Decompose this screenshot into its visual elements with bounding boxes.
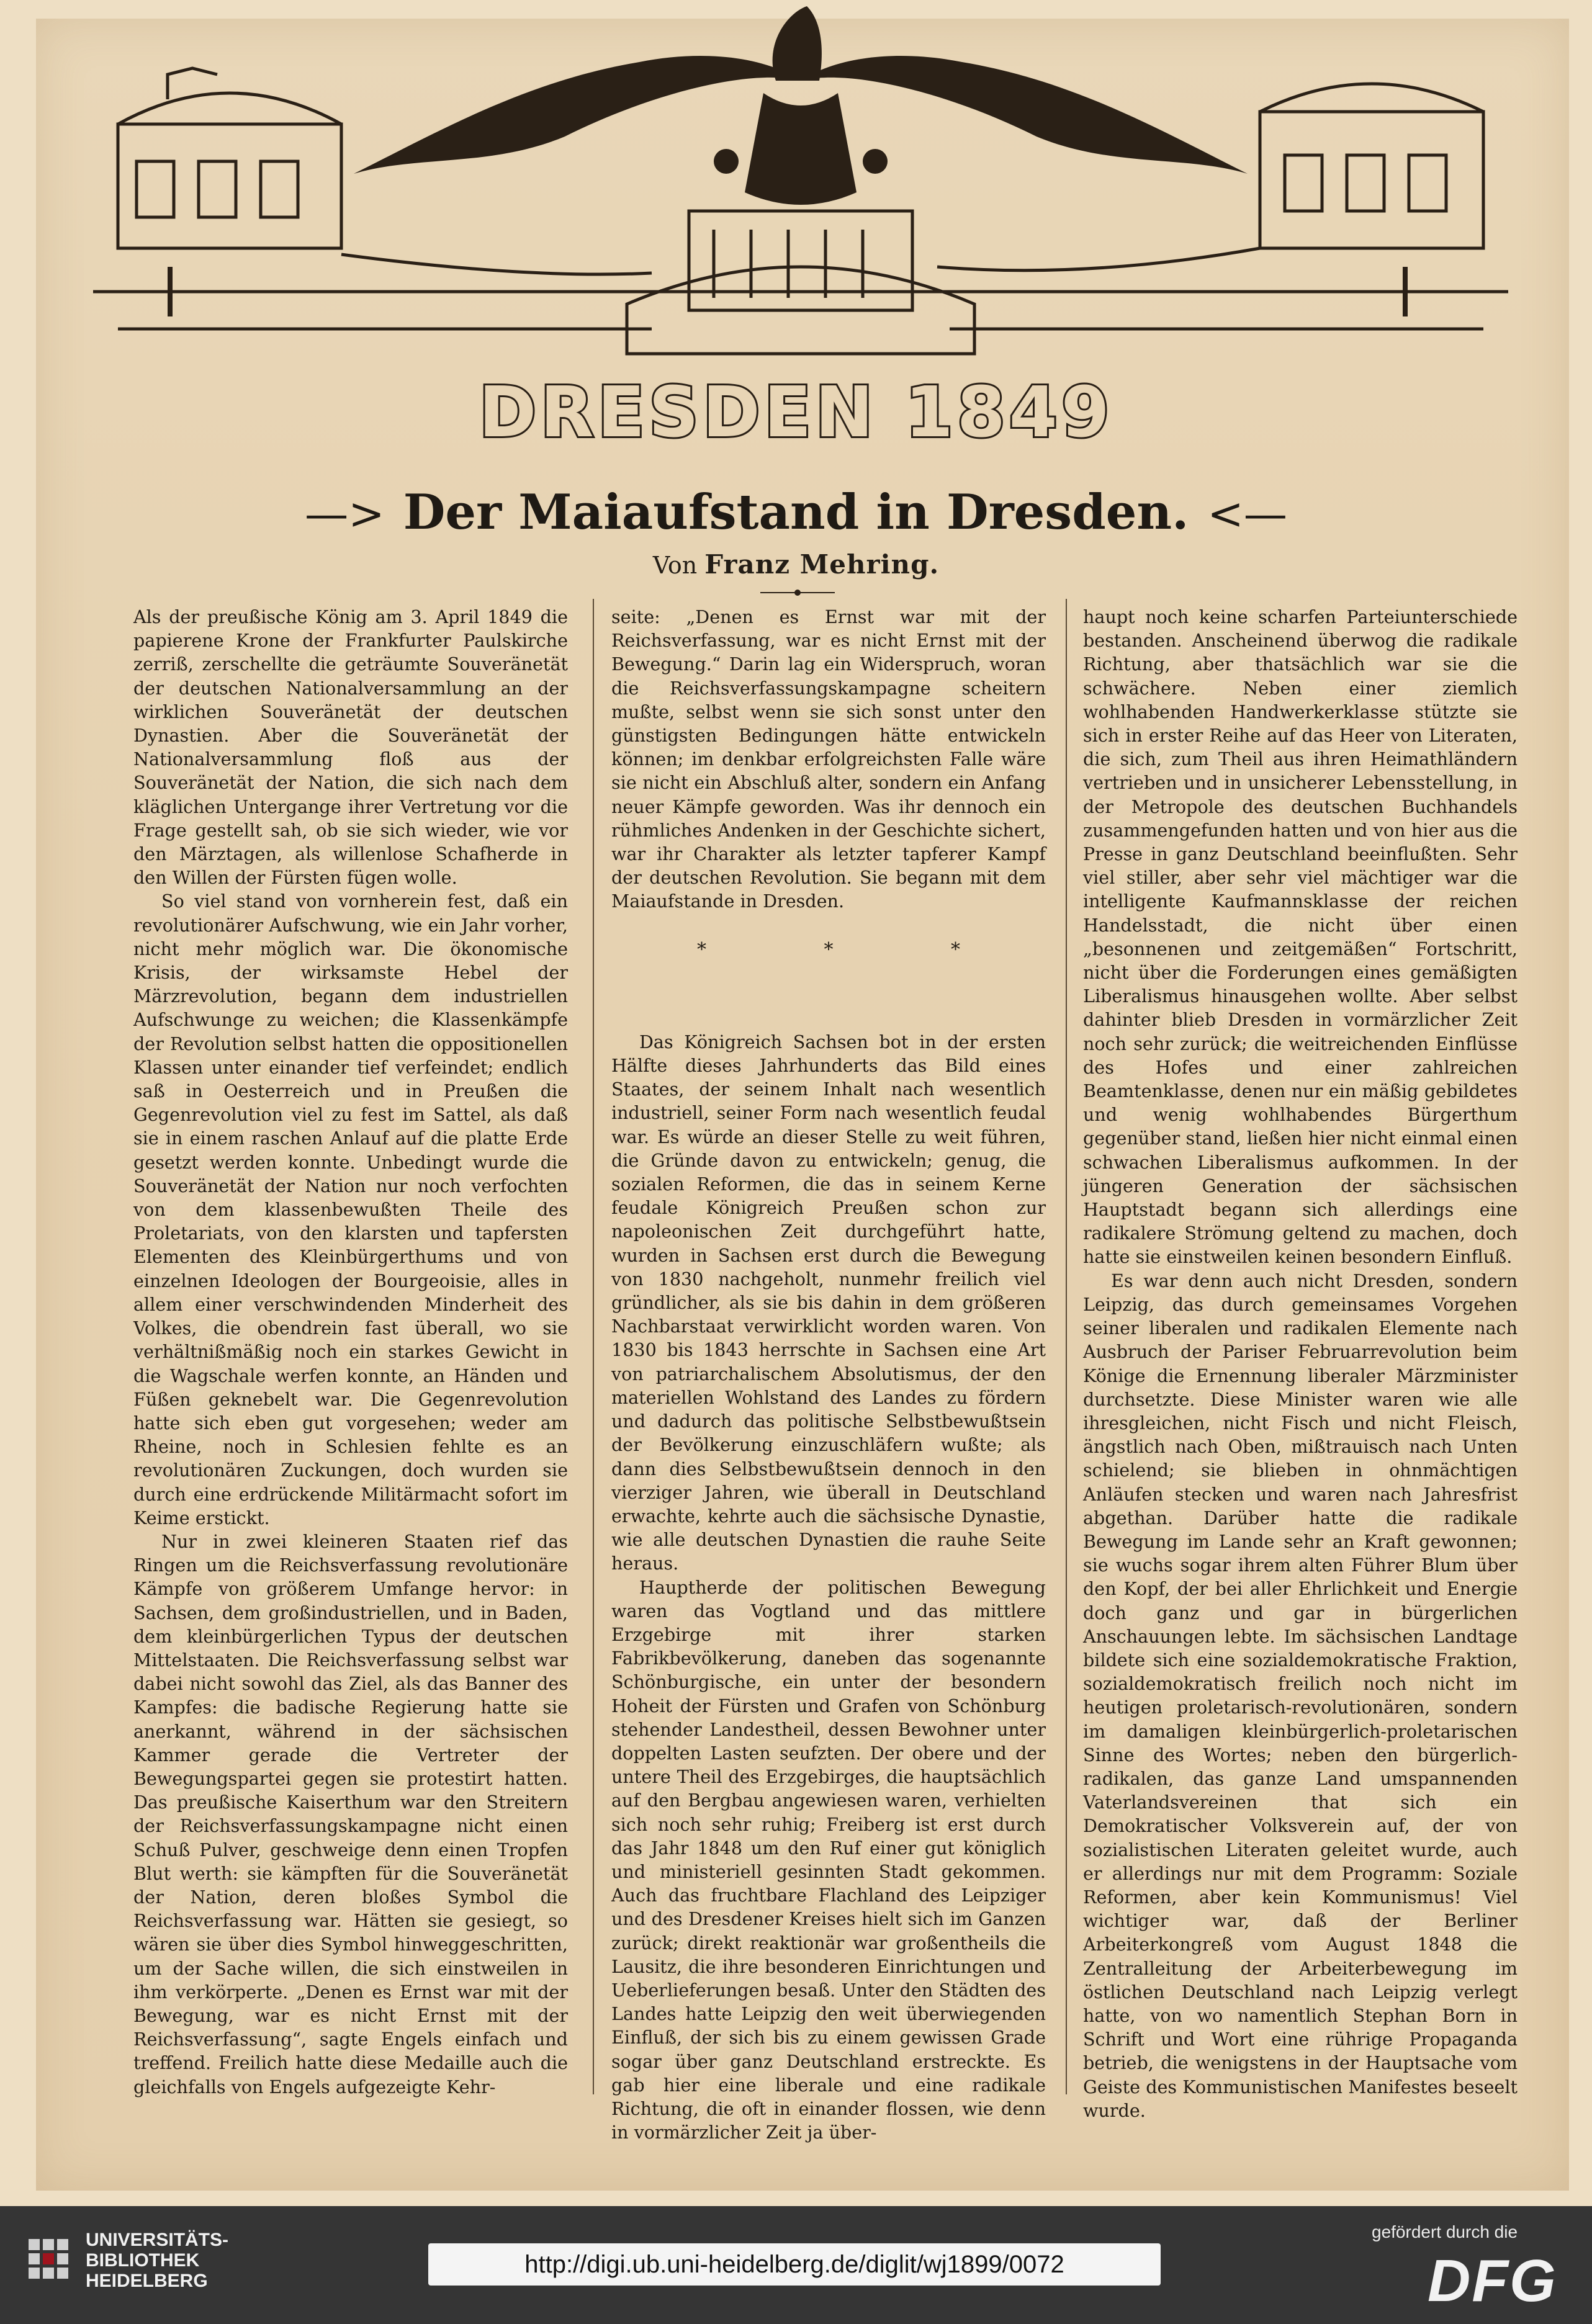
masthead-title: DRESDEN 1849: [479, 372, 1113, 453]
text-column-3: [1083, 605, 1518, 2122]
funded-by-label: gefördert durch die: [1372, 2222, 1518, 2241]
section-break-stars: * * *: [696, 938, 1017, 961]
permalink-url[interactable]: http://digi.ub.uni-heidelberg.de/diglit/wj1899/0072: [428, 2243, 1161, 2286]
byline-prefix: Von: [652, 552, 698, 579]
paragraph: Das Königreich Sachsen bot in der ersten Hälfte dieses Jahrhunderts das Bild eines Staates, der seinem Inhalt nach wesentlich industriell, seiner Form nach wesentlich feudal war. Es würde an dieser Stelle zu weit führen, die Gründe davon zu entwickeln; genug, die sozialen Reformen, die das in seinem Kerne feudale Königreich Preußen schon zur napoleonischen Zeit durchgeführt hatte, wurden in Sachsen erst durch die Bewegung von 1830 nachgeholt, nunmehr freilich viel gründlicher, als sie bis dahin in dem größeren Nachbarstaat verwirklicht worden waren. Von 1830 bis 1843 herrschte in Sachsen eine Art von patriarchalischem Absolutismus, der den materiellen Wohlstand des Landes zu fördern und dadurch das politische Selbstbewußtsein der Bevölkerung einzuschläfern wußte; als dann dies Selbstbewußtsein dennoch in den vierziger Jahren, wie überall in Deutschland erwachte, kehrte auch die sächsische Dynastie, wie alle deutschen Dynastien die rauhe Seite heraus.: [611, 1031, 1046, 1574]
paragraph: Hauptherde der politischen Bewegung waren das Vogtland und das mittlere Erzgebirge mit ihrer starken Fabrikbevölkerung, daneben das sogenannte Schönburgische, ein unter der besondern Hoheit der Fürsten und Grafen von Schönburg stehender Landestheil, dessen Bewohner unter doppelten Lasten seufzten. Der obere und der untere Theil des Erzgebirges, die hauptsächlich auf den Bergbau angewiesen waren, verhielten sich noch sehr ruhig; Freiberg ist erst durch das Jahr 1848 um den Ruf einer gut königlich und ministeriell gesinnten Stadt gekommen. Auch das fruchtbare Flachland des Leipziger und des Dresdener Kreises hielt sich im Ganzen zurück; direkt reaktionär war großentheils die Lausitz, die ihre besonderen Einrichtungen und Ueberlieferungen besaß. Unter den Städten des Landes hatte Leipzig den weit überwiegenden Einfluß, der sich bis zu einem gewissen Grade sogar über ganz Deutschland erstreckte. Es gab hier eine liberale und eine radikale Richtung, die oft in einander flossen, wie denn in vormärzlicher Zeit ja über-: [611, 1576, 1046, 2143]
article-title-text: Der Maiaufstand in Dresden.: [403, 484, 1189, 541]
article-title: [0, 484, 1592, 541]
paragraph: So viel stand von vornherein fest, daß ein revolutionärer Aufschwung, wie ein Jahr vorher, nicht mehr möglich war. Die ökonomische Krisis, der wirksamste Hebel der Märzrevolution, begann dem industriellen Aufschwunge zu weichen; die Klassenkämpfe der Revolution selbst hatten die oppositionellen Klassen unter einander tief verfeindet; endlich saß in Oesterreich und in Preußen die Gegenrevolution viel zu fest im Sattel, als daß sie in einem raschen Anlauf auf die platte Erde gesetzt werden konnte. Unbedingt wurde die Souveränetät der Nation nur noch verfochten von dem klassenbewußten Theile des Proletariats, von den klarsten und tapfersten Elementen des Kleinbürgerthums und von einzelnen Ideologen der Bourgeoisie, alles in allem einer verschwindenden Minderheit des Volkes, die obendrein fast überall, wo sie verhältnißmäßig noch ein starkes Gewicht in die Wagschale werfen konnte, an Händen und Füßen geknebelt war. Die Gegenrevolution hatte sich eben gut vorgesehen; weder am Rheine, noch in Schlesien fehlte es an revolutionären Zuckungen, doch wurden sie durch eine erdrückende Militärmacht sofort im Keime erstickt.: [133, 891, 568, 1528]
byline: [0, 549, 1592, 580]
university-library-logo-icon[interactable]: [24, 2234, 73, 2284]
ornament-divider: [760, 586, 835, 599]
paragraph: Als der preußische König am 3. April 1849 die papierene Krone der Frankfurter Paulskirche zerriß, zerschellte die geträumte Souveränetät der deutschen Nationalversammlung an der wirklichen Souveränetät der deutschen Dynastien. Aber die Souveränetät der Nationalversammlung floß aus der Souveränetät der Nation, die sich nach dem kläglichen Untergange ihrer Vertretung vor die Frage gestellt sah, ob sie sich wieder, wie vor den Märztagen, als willenlose Schafherde in den Willen der Fürsten fügen wolle.: [133, 606, 568, 889]
paragraph: seite: „Denen es Ernst war mit der Reichsverfassung, war es nicht Ernst mit der Bewegung.“ Darin lag ein Widerspruch, woran die Reichsverfassungskampagne scheitern mußte, selbst wenn sie sich sonst unter den günstigsten Bedingungen hätte entwickeln können; im denkbar erfolgreichsten Falle wäre sie nicht ein Abschluß alter, sondern ein Anfang neuer Kämpfe geworden. Was ihr dennoch ein rühmliches Andenken in der Geschichte sichert, war ihr Charakter als letzter tapferer Kampf der deutschen Revolution. Sie begann mit dem Maiaufstande in Dresden.: [611, 606, 1046, 912]
university-library-name[interactable]: [86, 2230, 228, 2291]
dresden-eagle-illustration: [93, 6, 1508, 403]
title-arrow-left: —>: [305, 488, 385, 539]
column-rule-1: [593, 599, 594, 2094]
text-column-2: [611, 605, 1046, 2144]
viewer-footer: [0, 2206, 1592, 2324]
text-column-1: [133, 605, 568, 2099]
uni-name-line: UNIVERSITÄTS-: [86, 2230, 229, 2250]
paragraph: Es war denn auch nicht Dresden, sondern Leipzig, das durch gemeinsames Vorgehen seiner liberalen und radikalen Elemente nach Ausbruch der Pariser Februarrevolution beim Könige die Ernennung liberaler Märzminister durchsetzte. Diese Minister waren wie alle ihresgleichen, nicht Fisch und nicht Fleisch, ängstlich nach Oben, mißtrauisch nach Unten schielend; sie blieben in ohnmächtigen Anläufen stecken und waren nach Jahresfrist abgethan. Darüber hatte die radikale Bewegung im Lande sehr an Kraft gewonnen; sie wuchs sogar ihrem alten Führer Blum über den Kopf, der bei aller Ehrlichkeit und Energie doch ganz und gar in bürgerlichen Anschauungen lebte. Im sächsischen Landtage bildete sich eine sozialdemokratische Fraktion, sozialdemokratisch freilich noch nicht im heutigen proletarisch-revolutionären, sondern im damaligen kleinbürgerlich-proletarischen Sinne des Wortes; neben den bürgerlich-radikalen, das ganze Land umspannenden Vaterlandsvereinen that sich ein Demokratischer Volksverein auf, der von sozialistischen Literaten geleitet wurde, auch er allerdings nur mit dem Programm: Soziale Reformen, aber kein Kommunismus! Viel wichtiger war, daß der Berliner Arbeiterkongreß vom August 1848 die Zentralleitung der Arbeiterbewegung im östlichen Deutschland nach Leipzig verlegt hatte, von wo namentlich Stephan Born in Schrift und Wort eine rührige Propaganda betrieb, die wenigstens in der Hauptsache vom Geiste des Kommunistischen Manifestes beseelt wurde.: [1083, 1270, 1518, 2121]
paragraph: Nur in zwei kleineren Staaten rief das Ringen um die Reichsverfassung revolutionäre Kämpfe von größerem Umfange hervor: in Sachsen, dem großindustriellen, und in Baden, dem kleinbürgerlichen Typus der deutschen Mittelstaaten. Die Reichsverfassung selbst war dabei nicht sowohl das Ziel, als das Banner des Kampfes: die badische Regierung hatte sie anerkannt, während in der sächsischen Kammer gerade die Vertreter der Bewegungspartei gegen sie protestirt hatten. Das preußische Kaiserthum war den Streitern der Reichsverfassungskampagne nicht einen Schuß Pulver, geschweige denn einen Tropfen Blut werth: sie kämpften für die Souveränetät der Nation, deren bloßes Symbol die Reichsverfassung war. Hätten sie gesiegt, so wären sie über dies Symbol hinweggeschritten, um der Sache willen, die sich einstweilen in ihm verkörperte. „Denen es Ernst war mit der Bewegung, war es nicht Ernst mit der Reichsverfassung“, sagte Engels einfach und treffend. Freilich hatte diese Medaille auch die gleichfalls von Engels aufgezeigte Kehr-: [133, 1530, 568, 2097]
column-rule-2: [1066, 599, 1067, 2094]
byline-author: Franz Mehring.: [704, 549, 940, 580]
uni-name-line: HEIDELBERG: [86, 2271, 208, 2291]
dfg-logo[interactable]: DFG: [1428, 2248, 1557, 2314]
title-arrow-right: <—: [1207, 488, 1287, 539]
uni-name-line: BIBLIOTHEK: [86, 2250, 200, 2271]
paragraph: haupt noch keine scharfen Parteiunterschiede bestanden. Anscheinend überwog die radikale Richtung, aber thatsächlich war sie die schwächere. Neben einer ziemlich wohlhabenden Handwerkerklasse stützte sie sich in erster Reihe auf das Heer von Literaten, die sich, zum Theil aus ihren Heimathländern vertrieben und in unsicherer Lebensstellung, in der Metropole des deutschen Buchhandels zusammengefunden hatten und von hier aus die Presse in ganz Deutschland beeinflußten. Sehr viel stiller, aber sehr viel mächtiger war die intelligente Kaufmannsklasse der reichen Handelsstadt, die nicht über einen „besonnenen und zeitgemäßen“ Fortschritt, nicht über die Forderungen eines gemäßigten Liberalismus hinausgehen wollte. Aber selbst dahinter blieb Dresden in vormärzlicher Zeit noch sehr zurück; die weitreichenden Einflüsse des Hofes und einer zahlreichen Beamtenklasse, denen nur ein mäßig gebildetes und wenig wohlhabendes Bürgerthum gegenüber stand, ließen hier nicht einmal einen schwachen Liberalismus aufkommen. In der jüngeren Generation der sächsischen Hauptstadt begann sich allerdings eine radikalere Strömung geltend zu machen, doch hatte sie einstweilen keinen besondern Einfluß.: [1083, 606, 1518, 1268]
